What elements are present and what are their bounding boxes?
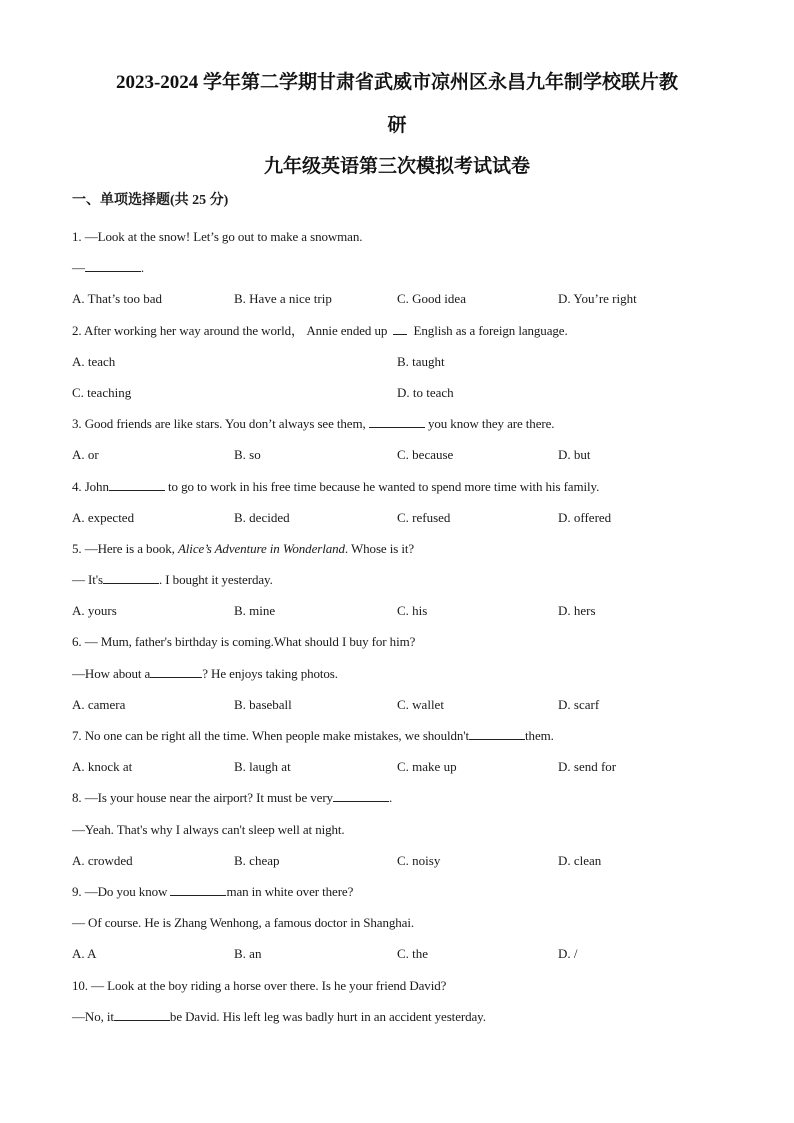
question-4-stem — [72, 471, 732, 502]
option-a[interactable]: A. teach — [72, 353, 116, 369]
question-5-options — [72, 595, 732, 626]
question-list — [72, 221, 732, 1032]
option-d[interactable]: D. You’re right — [558, 291, 637, 307]
answer-blank[interactable] — [85, 259, 141, 272]
line2-before: —No, it — [72, 1008, 114, 1024]
stem-after: to go to work in his free time because he wanted to spend more time with his family. — [164, 478, 600, 494]
answer-blank[interactable] — [333, 789, 389, 802]
option-c[interactable]: C. because — [397, 447, 454, 463]
question-9-stem — [72, 876, 732, 907]
question-1-answer-line — [72, 252, 732, 283]
answer-blank[interactable] — [469, 727, 525, 740]
option-b[interactable]: B. mine — [234, 603, 276, 619]
stem-before: 9. —Do you know — [72, 883, 171, 899]
option-b[interactable]: B. so — [234, 447, 261, 463]
question-6-answer-line — [72, 658, 732, 689]
stem-after: them. — [525, 728, 554, 743]
question-8-stem — [72, 782, 732, 813]
question-2-options-row2 — [72, 377, 732, 408]
option-c[interactable]: C. teaching — [72, 384, 132, 400]
answer-blank[interactable] — [170, 883, 226, 896]
option-a[interactable]: A. A — [72, 946, 97, 962]
question-9-options — [72, 938, 732, 969]
option-a[interactable]: A. or — [72, 447, 99, 463]
exam-title-text: 2023-2024 学年第二学期甘肃省武威市凉州区永昌九年制学校联片教 — [115, 72, 679, 93]
stem-before: 8. —Is your house near the airport? It must be very — [72, 790, 333, 806]
option-c[interactable]: C. the — [397, 946, 429, 962]
stem-before: 3. Good friends are like stars. You don’t always see them, — [72, 416, 369, 432]
option-a[interactable]: A. expected — [72, 509, 135, 525]
option-b[interactable]: B. Have a nice trip — [234, 291, 332, 307]
option-d[interactable]: D. but — [558, 447, 591, 463]
question-2-options-row1 — [72, 346, 732, 377]
question-3-options — [72, 439, 732, 470]
question-10-answer-line — [72, 1001, 732, 1032]
section-heading: 一、单项选择题(共 25 分) — [72, 193, 229, 208]
stem-before: 5. —Here is a book, — [72, 540, 178, 556]
stem-before: 4. John — [72, 478, 109, 494]
question-6-stem: 6. — Mum, father's birthday is coming.What should I buy for him? — [72, 634, 416, 650]
option-d[interactable]: D. offered — [558, 509, 612, 525]
line2-after: . I bought it yesterday. — [159, 572, 273, 588]
exam-title-continuation: 研 — [387, 115, 407, 136]
stem-after: English as a foreign language. — [410, 322, 568, 338]
option-d[interactable]: D. clean — [558, 852, 602, 868]
option-b[interactable]: B. decided — [234, 509, 290, 525]
option-a[interactable]: A. crowded — [72, 852, 133, 868]
option-b[interactable]: B. baseball — [234, 696, 292, 712]
answer-blank[interactable] — [150, 665, 202, 678]
answer-blank[interactable] — [103, 571, 159, 584]
option-b[interactable]: B. taught — [397, 353, 445, 369]
question-7-stem — [72, 720, 732, 751]
option-c[interactable]: C. noisy — [397, 852, 441, 868]
line2-after: ? He enjoys taking photos. — [202, 665, 338, 681]
exam-subtitle: 九年级英语第三次模拟考试试卷 — [263, 156, 530, 177]
answer-blank[interactable] — [393, 322, 407, 335]
stem-after: man in white over there? — [226, 883, 354, 899]
option-b[interactable]: B. laugh at — [234, 759, 291, 775]
stem-after: . Whose is it? — [344, 540, 415, 556]
answer-blank[interactable] — [114, 1008, 170, 1021]
line2-before: —How about a — [72, 665, 151, 681]
question-4-options — [72, 502, 732, 533]
option-c[interactable]: C. his — [397, 603, 428, 619]
answer-blank[interactable] — [369, 415, 425, 428]
line2-after: be David. His left leg was badly hurt in an accident yesterday. — [169, 1008, 486, 1024]
option-c[interactable]: C. wallet — [397, 696, 444, 712]
question-5-answer-line — [72, 564, 732, 595]
option-a[interactable]: A. camera — [72, 696, 126, 712]
option-d[interactable]: D. to teach — [397, 384, 454, 400]
option-c[interactable]: C. make up — [397, 759, 457, 775]
question-8-reply: —Yeah. That's why I always can't sleep well at night. — [72, 821, 345, 837]
question-5-stem — [72, 533, 732, 564]
stem-before: 2. After working her way around the world， Annie ended up — [72, 322, 391, 338]
option-b[interactable]: B. an — [234, 946, 262, 962]
option-d[interactable]: D. send for — [558, 759, 617, 775]
question-10-stem: 10. — Look at the boy riding a horse over there. Is he your friend David? — [72, 977, 447, 993]
question-2-stem — [72, 315, 732, 346]
option-c[interactable]: C. Good idea — [397, 291, 466, 307]
option-b[interactable]: B. cheap — [234, 852, 280, 868]
stem-after: . — [388, 790, 393, 806]
stem-after: you know they are there. — [424, 416, 555, 432]
question-7-options — [72, 751, 732, 782]
book-title: Alice’s Adventure in Wonderland — [177, 540, 345, 556]
option-d[interactable]: D. hers — [558, 603, 596, 619]
option-a[interactable]: A. knock at — [72, 759, 133, 775]
question-6-options — [72, 689, 732, 720]
question-9-reply: — Of course. He is Zhang Wenhong, a famous doctor in Shanghai. — [72, 915, 414, 931]
question-3-stem — [72, 408, 732, 439]
option-a[interactable]: A. yours — [72, 603, 117, 619]
exam-title-line1 — [60, 61, 734, 147]
answer-blank[interactable] — [109, 478, 165, 491]
option-d[interactable]: D. / — [558, 946, 578, 962]
question-1-stem: 1. —Look at the snow! Let’s go out to make a snowman. — [72, 229, 363, 244]
question-1-options — [72, 283, 732, 314]
option-c[interactable]: C. refused — [397, 509, 451, 525]
stem-before: 7. No one can be right all the time. When people make mistakes, we shouldn't — [72, 728, 470, 743]
option-a[interactable]: A. That’s too bad — [72, 291, 163, 307]
period: . — [140, 260, 145, 276]
option-d[interactable]: D. scarf — [558, 696, 600, 712]
line2-before: — It's — [72, 572, 103, 588]
dash: — — [72, 260, 85, 276]
question-8-options — [72, 845, 732, 876]
